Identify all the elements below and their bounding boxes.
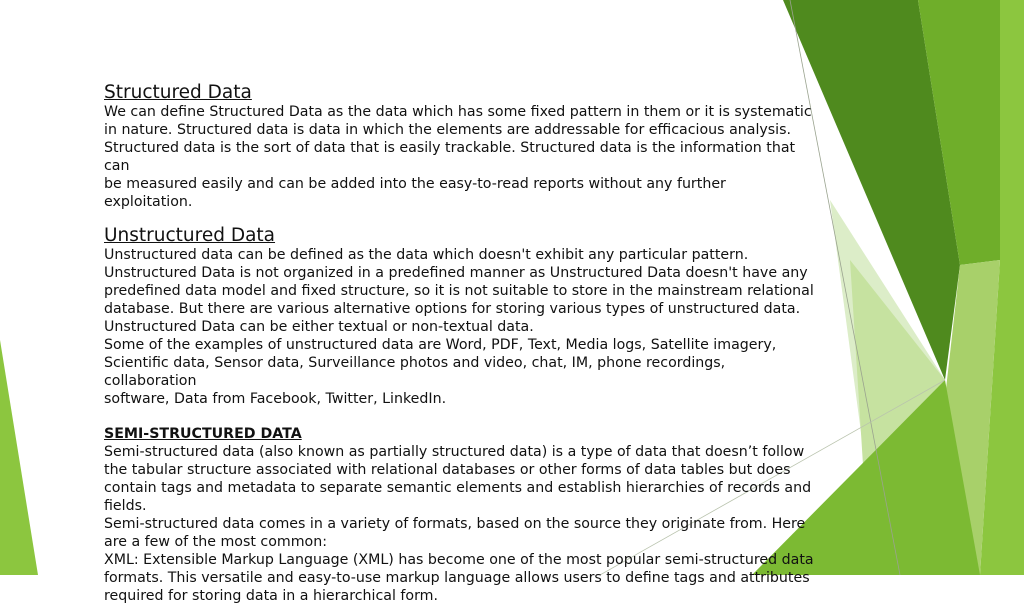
semi-structured-line: the tabular structure associated with relational databases or other forms of data tables but does xyxy=(104,462,791,479)
slide-body xyxy=(104,82,816,606)
unstructured-line: software, Data from Facebook, Twitter, LinkedIn. xyxy=(104,390,447,407)
unstructured-section xyxy=(104,225,816,408)
unstructured-line: Unstructured data can be defined as the data which doesn't exhibit any particular pattern. xyxy=(104,247,749,264)
unstructured-line: Unstructured Data can be either textual or non-textual data. xyxy=(104,319,534,336)
unstructured-line: database. But there are various alternative options for storing various types of unstructured data. xyxy=(104,301,801,318)
structured-section xyxy=(104,82,816,211)
semi-structured-line: required for storing data in a hierarchical form. xyxy=(104,587,438,604)
unstructured-line: predefined data model and fixed structure, so it is not suitable to store in the mainstream relational xyxy=(104,283,814,300)
semi-structured-heading: SEMI-STRUCTURED DATA xyxy=(104,426,302,443)
semi-structured-section xyxy=(104,426,816,605)
semi-structured-line: are a few of the most common: xyxy=(104,533,328,550)
structured-line: We can define Structured Data as the data which has some fixed pattern in them or it is systematic xyxy=(104,104,812,120)
semi-structured-line: fields. xyxy=(104,498,147,515)
unstructured-line: Some of the examples of unstructured data are Word, PDF, Text, Media logs, Satellite imagery, xyxy=(104,336,777,353)
semi-structured-line: contain tags and metadata to separate semantic elements and establish hierarchies of records and xyxy=(104,480,812,497)
structured-heading: Structured Data xyxy=(104,82,252,103)
unstructured-line: Scientific data, Sensor data, Surveillance photos and video, chat, IM, phone recordings, collaboration xyxy=(104,354,726,389)
structured-line: in nature. Structured data is data in which the elements are addressable for efficacious analysis. xyxy=(104,121,792,138)
semi-structured-line: XML: Extensible Markup Language (XML) has become one of the most popular semi-structured data xyxy=(104,551,814,568)
structured-line: be measured easily and can be added into the easy-to-read reports without any further exploitation. xyxy=(104,175,726,210)
unstructured-line: Unstructured Data is not organized in a predefined manner as Unstructured Data doesn't have any xyxy=(104,265,808,282)
semi-structured-line: formats. This versatile and easy-to-use markup language allows users to define tags and attributes xyxy=(104,569,810,586)
left-green-sliver xyxy=(0,340,38,575)
semi-structured-line: Semi-structured data (also known as partially structured data) is a type of data that doesn’t follow xyxy=(104,444,805,461)
semi-structured-line: Semi-structured data comes in a variety of formats, based on the source they originate from. Here xyxy=(104,516,806,533)
unstructured-heading: Unstructured Data xyxy=(104,225,276,247)
structured-line: Structured data is the sort of data that is easily trackable. Structured data is the information that can xyxy=(104,139,796,174)
